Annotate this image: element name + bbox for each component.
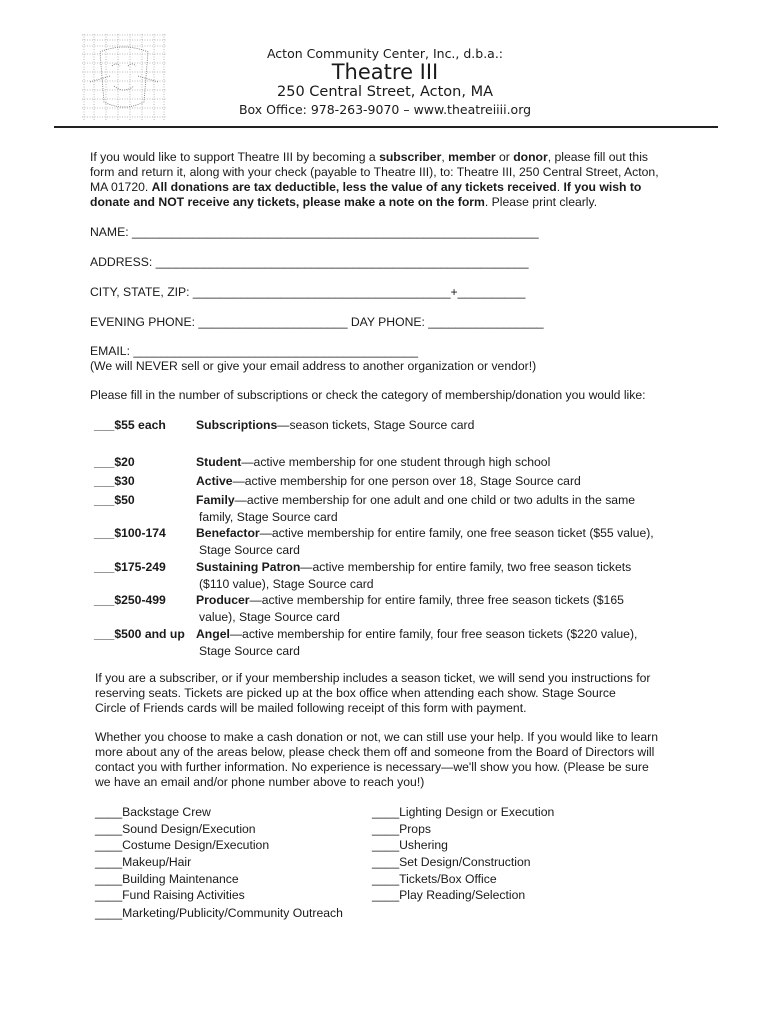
interest-props[interactable]: ____Props	[372, 822, 431, 836]
address-field[interactable]: ADDRESS: _______________________________________________________	[90, 255, 529, 269]
tier-name: Active	[196, 474, 233, 488]
theatre-logo-icon	[80, 32, 168, 122]
city-state-zip-field[interactable]: CITY, STATE, ZIP: ______________________________________+__________	[90, 285, 526, 299]
intro-donor: donor	[513, 150, 548, 164]
intro-line-4	[90, 195, 659, 210]
intro-line-3	[90, 180, 659, 195]
membership-prompt: Please fill in the number of subscriptions or check the category of membership/donation you would like:	[90, 388, 646, 402]
intro-text: MA 01720.	[90, 180, 152, 194]
name-field[interactable]: NAME: ____________________________________________________________	[90, 225, 539, 239]
tier-desc: —active membership for entire family, two free season tickets	[300, 560, 632, 574]
tier-name: Sustaining Patron	[196, 560, 301, 574]
volunteer-line: Whether you choose to make a cash donation or not, we can still use your help. If you would like to learn	[95, 730, 658, 744]
tier-desc-cont: Stage Source card	[199, 643, 300, 658]
tier-desc-cont: ($110 value), Stage Source card	[199, 576, 374, 591]
interest-marketing[interactable]: ____Marketing/Publicity/Community Outreach	[95, 906, 343, 920]
intro-tax-note: All donations are tax deductible, less the value of any tickets received	[151, 180, 557, 194]
interest-fund-raising[interactable]: ____Fund Raising Activities	[95, 888, 245, 902]
header-divider	[54, 126, 718, 128]
intro-line-1	[90, 150, 659, 165]
tier-name: Producer	[196, 593, 250, 607]
email-privacy-note: (We will NEVER sell or give your email address to another organization or vendor!)	[90, 359, 537, 373]
tier-active	[196, 473, 581, 490]
amount-sustaining-patron[interactable]: ___$175-249	[94, 560, 166, 574]
tier-name: Student	[196, 455, 242, 469]
amount-student[interactable]: ___$20	[94, 455, 135, 469]
amount-active[interactable]: ___$30	[94, 474, 135, 488]
intro-paragraph	[90, 150, 659, 210]
tier-producer	[196, 592, 624, 625]
tier-desc: —active membership for one student through high school	[241, 455, 551, 469]
tier-name: Subscriptions	[196, 418, 278, 432]
subscriber-note	[95, 671, 650, 716]
tier-subscriptions	[196, 417, 474, 434]
tier-name: Angel	[196, 627, 230, 641]
intro-no-tickets: If you wish to	[563, 180, 642, 194]
tier-desc-cont: family, Stage Source card	[199, 509, 338, 524]
intro-text: or	[495, 150, 514, 164]
subscriber-note-line: reserving seats. Tickets are picked up at the box office when attending each show. Stage Source	[95, 686, 616, 700]
subscriber-note-line: If you are a subscriber, or if your membership includes a season ticket, we will send you instructions for	[95, 671, 651, 685]
tier-desc: —active membership for one person over 18, Stage Source card	[232, 474, 581, 488]
organization-name: Acton Community Center, Inc., d.b.a.:	[266, 46, 504, 61]
intro-subscriber: subscriber	[379, 150, 442, 164]
intro-text: If you would like to support Theatre III by becoming a	[90, 150, 380, 164]
tier-student	[196, 454, 550, 471]
intro-line-2: form and return it, along with your check (payable to Theatre III), to: Theatre III, 250 Central Street, Acton,	[90, 165, 659, 179]
phone-fields[interactable]: EVENING PHONE: ______________________ DAY PHONE: _________________	[90, 315, 544, 329]
theatre-address: 250 Central Street, Acton, MA	[277, 84, 493, 100]
tier-desc: —season tickets, Stage Source card	[277, 418, 475, 432]
amount-producer[interactable]: ___$250-499	[94, 593, 166, 607]
interest-makeup-hair[interactable]: ____Makeup/Hair	[95, 855, 192, 869]
intro-member: member	[448, 150, 496, 164]
intro-no-tickets: donate and NOT receive any tickets, please make a note on the form	[90, 195, 485, 209]
tier-sustaining-patron	[196, 559, 631, 592]
tier-desc: —active membership for entire family, three free season tickets ($165	[249, 593, 624, 607]
interest-sound-design[interactable]: ____Sound Design/Execution	[95, 822, 256, 836]
volunteer-paragraph	[95, 730, 658, 790]
tier-benefactor	[196, 525, 654, 558]
volunteer-line: we have an email and/or phone number above to reach you!)	[95, 775, 425, 789]
box-office-info: Box Office: 978-263-9070 – www.theatreiiii.org	[238, 102, 532, 117]
intro-text: , please fill out this	[547, 150, 648, 164]
tier-family	[196, 492, 635, 525]
tier-desc-cont: value), Stage Source card	[199, 609, 340, 624]
page-title: Theatre III	[331, 60, 439, 84]
intro-text: . Please print clearly.	[484, 195, 598, 209]
tier-desc: —active membership for one adult and one child or two adults in the same	[234, 493, 635, 507]
email-field[interactable]: EMAIL: __________________________________________	[90, 344, 419, 358]
interest-lighting-design[interactable]: ____Lighting Design or Execution	[372, 805, 555, 819]
interest-backstage-crew[interactable]: ____Backstage Crew	[95, 805, 211, 819]
amount-subscriptions[interactable]: ___$55 each	[94, 418, 166, 432]
interest-play-reading[interactable]: ____Play Reading/Selection	[372, 888, 526, 902]
subscriber-note-line: Circle of Friends cards will be mailed following receipt of this form with payment.	[95, 701, 527, 715]
interest-set-design[interactable]: ____Set Design/Construction	[372, 855, 531, 869]
volunteer-line: more about any of the areas below, please check them off and someone from the Board of Directors will	[95, 745, 655, 759]
tier-desc: —active membership for entire family, four free season tickets ($220 value),	[229, 627, 638, 641]
amount-family[interactable]: ___$50	[94, 493, 135, 507]
interest-costume-design[interactable]: ____Costume Design/Execution	[95, 838, 270, 852]
intro-text: .	[556, 180, 564, 194]
intro-text: ,	[441, 150, 449, 164]
tier-name: Benefactor	[196, 526, 260, 540]
interest-building-maintenance[interactable]: ____Building Maintenance	[95, 872, 239, 886]
tier-angel	[196, 626, 637, 659]
tier-desc: —active membership for entire family, one free season ticket ($55 value),	[259, 526, 654, 540]
interest-tickets-box-office[interactable]: ____Tickets/Box Office	[372, 872, 497, 886]
tier-name: Family	[196, 493, 235, 507]
volunteer-line: contact you with further information. No experience is necessary—we'll show you how. (Please be sure	[95, 760, 649, 774]
amount-benefactor[interactable]: ___$100-174	[94, 526, 166, 540]
amount-angel[interactable]: ___$500 and up	[94, 627, 185, 641]
tier-desc-cont: Stage Source card	[199, 542, 300, 557]
interest-ushering[interactable]: ____Ushering	[372, 838, 448, 852]
